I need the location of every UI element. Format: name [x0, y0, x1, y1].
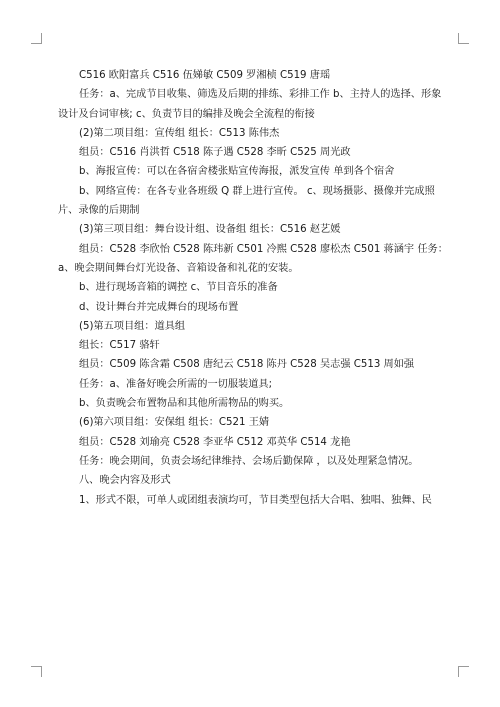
section-heading-security: (6)第六项目组：安保组 组长：C521 王婧 — [79, 417, 270, 429]
task-paragraph: 任务：a、完成节目收集、筛选及后期的排练、彩排工作 b、主持人的选择、形象设计及台词审核; c、负责节目的编排及晚会全流程的衔接 — [58, 89, 442, 120]
section-heading-publicity: (2)第二项目组：宣传组 组长：C513 陈伟杰 — [79, 127, 280, 139]
section-heading-props: (5)第五项目组：道具组 — [79, 320, 186, 332]
online-publicity-paragraph: b、网络宣传：在各专业各班级 Q 群上进行宣传。 c、现场摄影、摄像并完成照片、录像的后期制 — [58, 185, 435, 217]
members-paragraph: 组员：C528 刘瑜亮 C528 李亚华 C512 邓英华 C514 龙艳 — [79, 436, 351, 448]
content-paragraph: 1、形式不限，可单人或团组表演均可，节目类型包括大合唱、独唱、独舞、民 — [79, 494, 432, 506]
document-body — [58, 66, 448, 510]
task-item-paragraph: d、设计舞台并完成舞台的现场布置 — [79, 301, 239, 313]
page-corner-bottom-left — [31, 666, 42, 677]
page-corner-top-right — [458, 33, 469, 44]
task-paragraph: 任务：晚会期间，负责会场纪律维持、会场后勤保障 ，以及处理紧急情况。 — [79, 455, 419, 467]
task-item-paragraph: b、负责晚会布置物品和其他所需物品的购买。 — [79, 398, 290, 410]
section-heading-stage: (3)第三项目组：舞台设计组、设备组 组长：C516 赵艺媛 — [79, 224, 341, 236]
members-paragraph: 组员：C516 肖洪哲 C518 陈子遇 C528 李昕 C525 周光政 — [79, 147, 351, 159]
page-corner-top-left — [31, 33, 42, 44]
team-members-line: C516 欧阳富兵 C516 伍娣敏 C509 罗湘桢 C519 唐瑶 — [79, 70, 331, 81]
leader-paragraph: 组长：C517 骆轩 — [79, 340, 160, 352]
task-item-paragraph: b、进行现场音箱的调控 c、节目音乐的准备 — [79, 282, 278, 294]
page-corner-bottom-right — [458, 666, 469, 677]
task-item-paragraph: 任务：a、准备好晚会所需的一切服装道具; — [79, 378, 273, 390]
chapter-heading: 八、晚会内容及形式 — [79, 475, 171, 487]
poster-publicity-paragraph: b、海报宣传：可以在各宿舍楼张贴宣传海报，派发宣传 单到各个宿舍 — [79, 166, 395, 178]
members-and-task-paragraph: 组员：C528 李欣怡 C528 陈玮新 C501 冷熙 C528 廖松杰 C501 蒋涵宇 任务：a、晚会期间舞台灯光设备、音箱设备和礼花的安装。 — [58, 243, 448, 274]
members-paragraph: 组员：C509 陈含霜 C508 唐纪云 C518 陈丹 C528 吴志强 C513 周如强 — [79, 359, 415, 371]
